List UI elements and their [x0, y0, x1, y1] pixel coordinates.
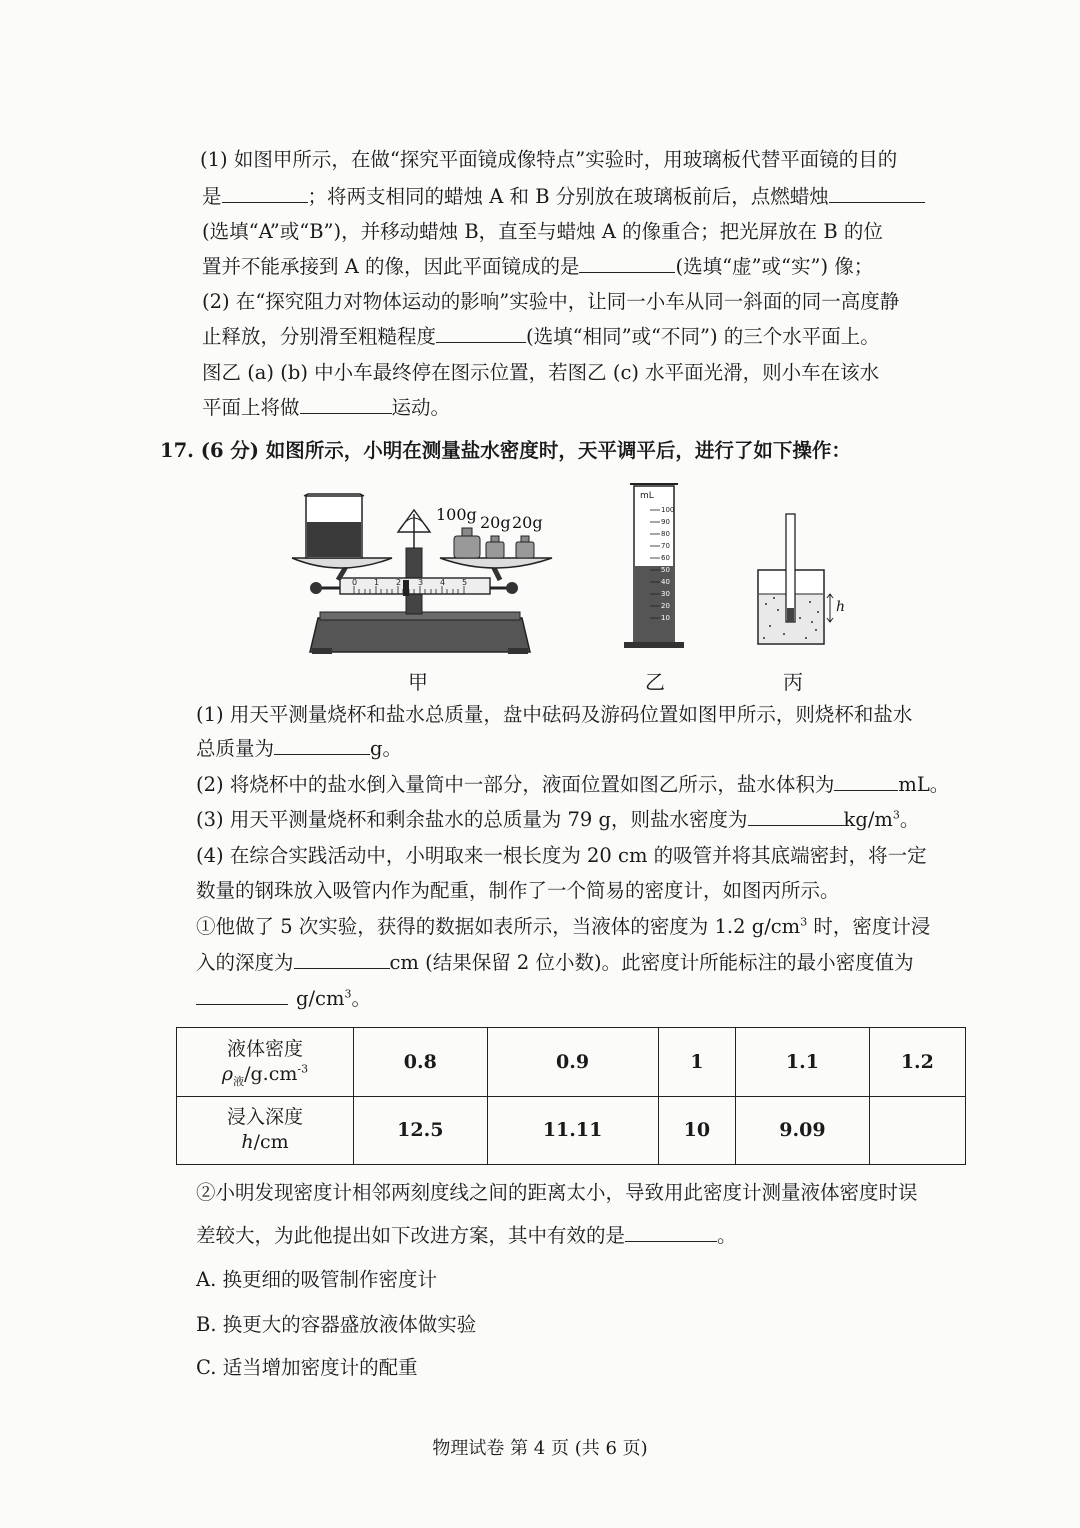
scale-number: 5 [462, 578, 468, 587]
q16-line-2-end: ；将两支相同的蜡烛 A 和 B 分别放在玻璃板前后，点燃蜡烛 [307, 185, 829, 208]
q17-sub1-end: 。 [351, 987, 371, 1010]
table-cell: 1 [658, 1028, 736, 1097]
answer-blank[interactable] [196, 986, 288, 1005]
answer-blank[interactable] [625, 1223, 717, 1242]
q16-line-4-start: 置并不能承接到 A 的像，因此平面镜成的是 [202, 255, 580, 278]
answer-blank[interactable] [834, 772, 898, 791]
weight-label: 20g [512, 513, 543, 532]
scale-number: 1 [374, 578, 380, 587]
row-header-density [177, 1028, 354, 1097]
cylinder-tick: 50 [661, 566, 670, 574]
table-row [177, 1096, 966, 1165]
beaker-liquid [307, 522, 361, 557]
scale-number: 4 [440, 578, 446, 587]
q16-line-4-end: (选填“虚”或“实”) 像； [675, 255, 874, 278]
cylinder-tick: 10 [661, 614, 670, 622]
balance-base [310, 618, 530, 652]
weight-label: 100g [436, 505, 477, 524]
q16-line-8 [202, 395, 450, 421]
page-footer: 物理试卷 第 4 页 (共 6 页) [432, 1438, 648, 1459]
balance-beam [340, 578, 490, 594]
q17-part2-unit: mL。 [898, 773, 950, 796]
q17-figure [280, 470, 860, 660]
q16-line-2 [202, 184, 925, 210]
cylinder-tick: 100 [661, 506, 675, 514]
q16-line-8-end: 运动。 [391, 396, 451, 419]
table-row [177, 1028, 966, 1097]
q17-sub1-unit: g/cm [296, 987, 345, 1010]
answer-blank[interactable] [579, 254, 675, 273]
q17-part1-line1: (1) 用天平测量烧杯和盐水总质量，盘中砝码及游码位置如图甲所示，则烧杯和盐水 [196, 703, 913, 726]
q17-part2 [196, 772, 949, 798]
table-cell: 0.9 [487, 1028, 658, 1097]
table-cell: 11.11 [487, 1096, 658, 1165]
q17-sub1-text: ①他做了 5 次实验，获得的数据如表所示，当液体的密度为 1.2 g/cm [196, 915, 801, 938]
cylinder-tick: 70 [661, 542, 670, 550]
q17-part3-text: (3) 用天平测量烧杯和剩余盐水的总质量为 79 g，则盐水密度为 [196, 808, 748, 831]
cylinder-tick: 90 [661, 518, 670, 526]
scale-number: 3 [418, 578, 424, 587]
left-pan [292, 558, 392, 568]
caption-bing: 丙 [783, 670, 803, 694]
cylinder-tick: 30 [661, 590, 670, 598]
answer-blank[interactable] [294, 950, 390, 969]
q17-sub2-line1: ②小明发现密度计相邻两刻度线之间的距离太小，导致用此密度计测量液体密度时误 [196, 1181, 918, 1204]
right-pan [440, 558, 552, 568]
q17-stem: 17. (6 分) 如图所示，小明在测量盐水密度时，天平调平后，进行了如下操作： [160, 439, 851, 462]
q17-sub1-text-2: 时，密度计浸 [807, 915, 931, 938]
weight-20g [486, 542, 504, 558]
cylinder-tick: 80 [661, 530, 670, 538]
caption-jia: 甲 [408, 670, 428, 694]
q17-sub1-text-3: 入的深度为 [196, 951, 294, 974]
answer-blank[interactable] [222, 184, 308, 203]
q17-part4-sub1-line2 [196, 950, 914, 976]
balance-screw-right [506, 582, 518, 594]
q17-part2-text: (2) 将烧杯中的盐水倒入量筒中一部分，液面位置如图乙所示，盐水体积为 [196, 773, 835, 796]
table-cell-empty[interactable] [869, 1096, 965, 1165]
answer-blank[interactable] [829, 184, 925, 203]
q17-sub1-text-4: cm (结果保留 2 位小数)。此密度计所能标注的最小密度值为 [389, 951, 914, 974]
answer-blank[interactable] [436, 324, 526, 343]
q17-part4-line2: 数量的钢珠放入吸管内作为配重，制作了一个简易的密度计，如图丙所示。 [196, 879, 840, 902]
q17-part3-end: 。 [899, 808, 920, 831]
row-header-unit: $\rho_液/g.cm^{-3}$ [221, 1062, 309, 1088]
table-cell: 9.09 [736, 1096, 870, 1165]
answer-blank[interactable] [748, 807, 844, 826]
weight-label: 20g [480, 513, 511, 532]
h-label: h [836, 599, 846, 615]
q17-part1-text: 总质量为 [196, 737, 275, 760]
q16-line-6 [202, 324, 880, 350]
q17-part4-line1: (4) 在综合实践活动中，小明取来一根长度为 20 cm 的吸管并将其底端密封，将一定 [196, 844, 927, 867]
scale-number: 2 [396, 578, 402, 587]
straw-weight [787, 608, 794, 622]
row-header-depth [177, 1096, 354, 1165]
q16-line-2-start: 是 [202, 185, 222, 208]
row-header-label: 液体密度 [226, 1037, 303, 1060]
balance-screw-left [310, 582, 322, 594]
row-header-unit: h/cm [241, 1131, 289, 1154]
cylinder-tick: 40 [661, 578, 670, 586]
cylinder-unit: mL [640, 491, 654, 501]
row-header-label: 浸入深度 [226, 1106, 303, 1129]
cylinder-tick: 20 [661, 602, 670, 610]
q17-part4-sub1-line3: $g/cm^3$。 [196, 986, 371, 1012]
q17-part3: (3) 用天平测量烧杯和剩余盐水的总质量为 79 g，则盐水密度为 $kg/m^3$。 [196, 808, 920, 831]
scale-number: 0 [352, 578, 358, 587]
q17-sub2-text: 差较大，为此他提出如下改进方案，其中有效的是 [196, 1224, 626, 1247]
q16-line-7: 图乙 (a) (b) 中小车最终停在图示位置，若图乙 (c) 水平面光滑，则小车在该水 [202, 361, 880, 384]
q16-line-6-end: (选填“相同”或“不同”) 的三个水平面上。 [526, 325, 880, 348]
q16-line-8-start: 平面上将做 [202, 396, 300, 419]
cylinder-tick: 60 [661, 554, 670, 562]
table-cell: 12.5 [354, 1096, 488, 1165]
table-cell: 10 [658, 1096, 736, 1165]
q16-line-6-start: 止释放，分别滑至粗糙程度 [202, 325, 437, 348]
caption-yi: 乙 [645, 670, 665, 694]
option-c[interactable]: C. 适当增加密度计的配重 [196, 1356, 418, 1379]
answer-blank[interactable] [274, 736, 370, 755]
q16-line-5: (2) 在“探究阻力对物体运动的影响”实验中，让同一小车从同一斜面的同一高度静 [202, 290, 900, 313]
q16-line-3: (选填“A”或“B”)，并移动蜡烛 B，直至与蜡烛 A 的像重合；把光屏放在 B 的位 [202, 220, 883, 243]
table-cell: 1.2 [869, 1028, 965, 1097]
q17-sub2-line2 [196, 1223, 737, 1249]
weight-20g [516, 542, 534, 558]
q17-part4-sub1-line1: ①他做了 5 次实验，获得的数据如表所示，当液体的密度为 1.2 $g/cm^3$ 时，密度计浸 [196, 915, 931, 938]
straw [786, 514, 795, 622]
cylinder-base [624, 642, 684, 648]
q16-line-1: (1) 如图甲所示，在做“探究平面镜成像特点”实验时，用玻璃板代替平面镜的目的 [200, 148, 898, 171]
q17-sub2-end: 。 [717, 1224, 737, 1247]
weight-100g [454, 536, 480, 558]
data-table [176, 1027, 966, 1165]
table-cell: 0.8 [354, 1028, 488, 1097]
q17-part1-unit: g。 [370, 737, 402, 760]
answer-blank[interactable] [300, 395, 392, 414]
option-b[interactable]: B. 换更大的容器盛放液体做实验 [196, 1313, 477, 1336]
q17-part1-line2 [196, 736, 402, 762]
option-a[interactable]: A. 换更细的吸管制作密度计 [196, 1268, 437, 1291]
q16-line-4 [202, 254, 873, 280]
table-cell: 1.1 [736, 1028, 870, 1097]
rider [403, 580, 409, 596]
q17-part3-unit: kg/m [843, 808, 893, 831]
